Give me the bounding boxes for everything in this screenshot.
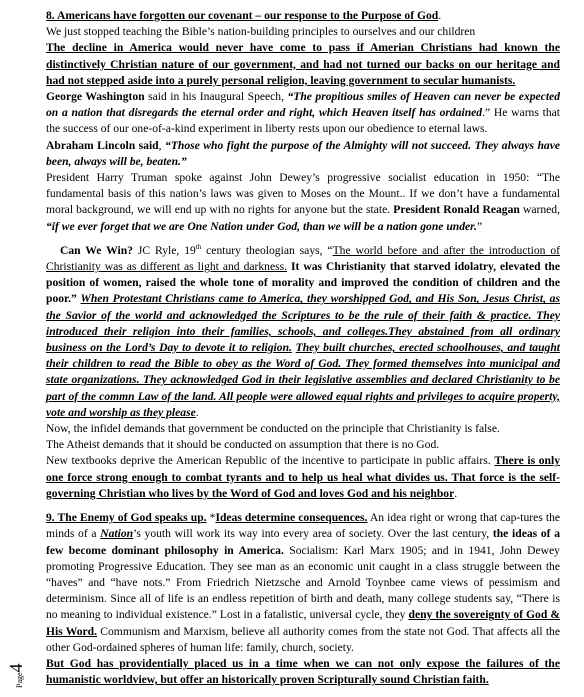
washington-name: George Washington <box>46 90 145 104</box>
one-force-period: . <box>454 486 458 500</box>
section-9 <box>46 510 560 688</box>
communism-text: Communism and Marxism, believe all authority comes from the state not God. That affects all the other God-ordained spheres of human life: family, church, society. <box>46 624 560 654</box>
ideas-heading: Ideas determine consequences. <box>215 511 368 525</box>
page-number: 4 <box>6 663 26 673</box>
socialism-text: Socialism: Karl Marx 1905; and in 1941, John Dewey promoting Progressive Education. They see man as an economic unit caught in a class struggle between the “haves” and “have nots.” From Friedrich Nietzsche and Arnold Toynbee came views of pessimism and determinism. Since all of life is an endless repetition of birth and death, many college students say, “There is no meaning to individual existence.” Lost in a fatalistic, universal cycle, they <box>46 543 560 622</box>
reagan-quote: “if we ever forget that we are One Nation under God, than we will be a nation gone under. <box>46 219 477 233</box>
spacer <box>46 502 560 510</box>
protestant-quote-a: When Protestant Christians came to America, they worshipped God, and His Son, Jesus Christ, as the Savior of the world and acknowledged the Scriptures to be the rule of their faith & practice. They introduced their religion into their families, schools, and colleges.They abstained from all ordinary business on the Lord’s Day to devote it to religion. <box>46 292 560 355</box>
ryle-superscript: th <box>195 242 202 251</box>
decline-statement: The decline in America would never have come to pass if Amerian Christians had known the distinctively Christian nature of our government, and had not turned our backs on our heritage and had not stepped aside into a purely personal religion, leaving government to secular humanists. <box>46 41 560 87</box>
can-we-win-title: Can We Win? <box>60 243 133 257</box>
ideas-text-a: An idea right or wrong that cap-tures the minds of a <box>46 511 561 541</box>
reagan-quote-end: ” <box>476 219 483 233</box>
washington-after: .” He warns that the success of our one-of-a-kind experiment in liberty rests upon our obedience to eternal laws. <box>46 106 560 136</box>
atheist-line: The Atheist demands that it should be conducted on assumption that there is no God. <box>46 438 440 452</box>
ideas-text-b: ’s youth will work its way into every area of society. Over the last century, <box>133 527 493 541</box>
few-ideas-bold: the ideas of a few become dominant philosophy in America. <box>46 527 560 557</box>
christianity-bold-quote: It was Christianity that starved idolatry, elevated the position of women, raised the whole tone of morality and improved the condition of children and the poor.” <box>46 260 561 306</box>
document-page <box>46 8 560 688</box>
section-8-heading: 8. Americans have forgotten our covenant – our response to the Purpose of God <box>46 9 439 22</box>
deny-sovereignty: deny the sovereignty of God & His Word. <box>46 608 560 638</box>
reagan-name: President Ronald Reagan <box>393 203 520 217</box>
lincoln-intro: , <box>158 138 166 152</box>
textbooks-line: New textbooks deprive the American Republic of the incentive to participate in public affairs. <box>46 454 495 468</box>
can-we-win-paragraph <box>46 243 560 502</box>
protestant-quote-end: . <box>195 405 199 419</box>
ryle-intro-a: JC Ryle, 19 <box>132 243 196 257</box>
page-word: Page <box>15 672 24 688</box>
protestant-quote-b: They built churches, erected schoolhouses, and taught their children to read the Bible to obey as the Word of God. They formed themselves into municipal and state organizations. They acknowledged God in their legislative assemblies and declared Christianity to be part of the commn Law of the land. All people were allowed equal rights and privileges to acquire property, vote and worship as they please <box>46 341 560 419</box>
lincoln-quote: “Those who fight the purpose of the Almighty will not succeed. They always have been, always will be, beaten.” <box>46 138 560 168</box>
truman-paragraph: President Harry Truman spoke against John Dewey’s progressive socialist education in 1950: “The fundamental basis of this nation’s laws was given to Moses on the Mount.. If we don’t have a fundamental moral background, we will end up with no rights for anyone but the state. <box>46 171 560 217</box>
lincoln-name: Abraham Lincoln said <box>46 138 159 152</box>
page-number-label <box>6 628 26 688</box>
section-8 <box>46 8 560 235</box>
section-9-heading: 9. The Enemy of God speaks up. <box>46 511 207 525</box>
infidel-line: Now, the infidel demands that government be conducted on the principle that Christianity is false. <box>46 422 500 436</box>
section-9-star: * <box>206 511 216 525</box>
washington-intro: said in his Inaugural Speech, <box>144 90 288 104</box>
one-force-statement: There is only one force strong enough to combat tyrants and to help us heal what divides us. That force is the self-governing Christian who lives by the Word of God and loves God and his neighbor <box>46 454 561 500</box>
section-8-line-1: We just stopped teaching the Bible’s nation-building principles to ourselves and our children <box>46 25 476 39</box>
section-8-heading-period: . <box>438 9 442 22</box>
ryle-intro-b: century theologian says, “ <box>201 243 333 257</box>
washington-quote: “The propitious smiles of Heaven can never be expected on a nation that disregards the eternal order and right, which Heaven itself has ordained <box>46 90 560 120</box>
but-god-statement: But God has providentially placed us in a time when we can not only expose the failures of the humanistic worldview, but offer an historically proven Scripturally sound Christian faith. <box>46 656 560 687</box>
ryle-underlined-quote: The world before and after the introduction of Christianity was as different as light and darkness. <box>46 243 561 274</box>
reagan-intro: warned, <box>519 203 560 217</box>
nation-word: Nation <box>100 527 134 541</box>
spacer <box>46 235 560 243</box>
